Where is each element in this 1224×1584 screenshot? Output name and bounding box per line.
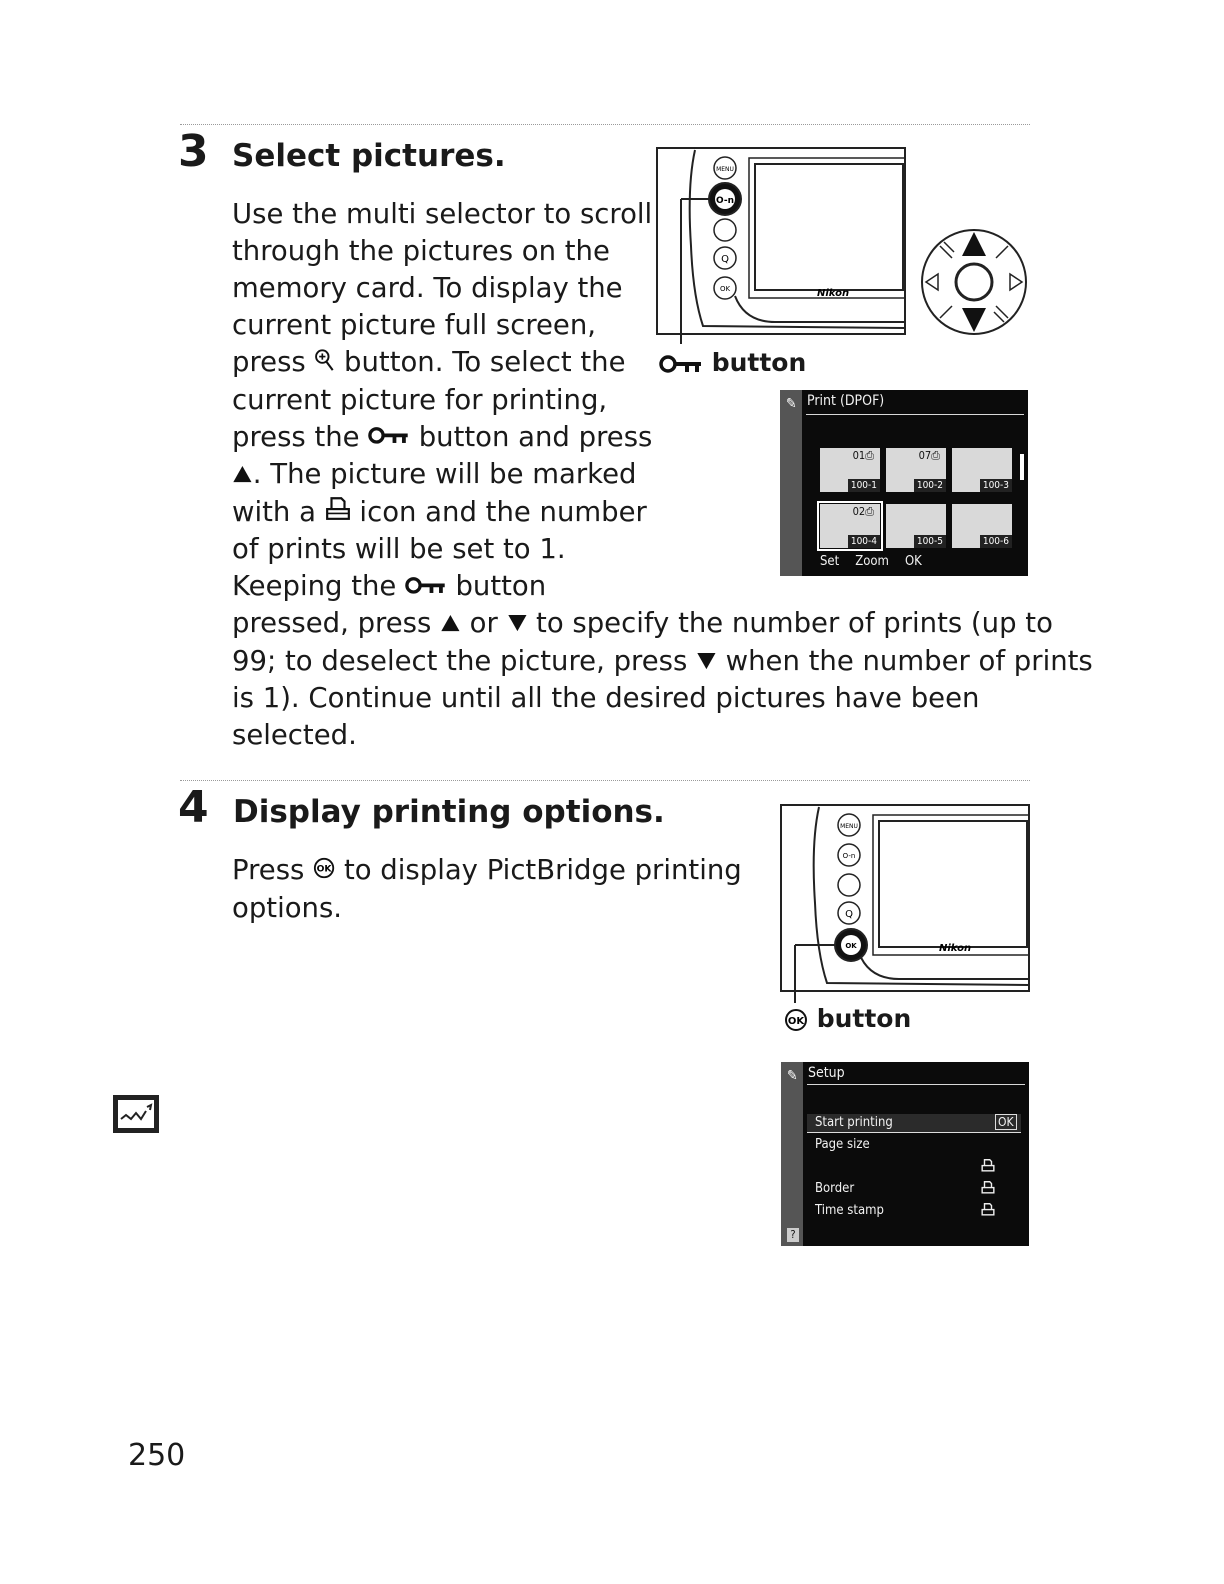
step-4-title: Display printing options. — [233, 794, 665, 830]
ok-button-caption: OK button — [784, 1004, 911, 1034]
step-3-text-line: selected. — [232, 719, 357, 751]
ok-button-icon — [313, 853, 335, 890]
menu-pencil-icon: ✎ — [786, 396, 797, 412]
step-4-text-line: options. — [232, 891, 343, 924]
thumbnail[interactable] — [952, 448, 1012, 492]
step-3-text-narrow — [232, 196, 652, 606]
camera-back-illustration-2 — [779, 803, 1031, 1003]
zoom-hint: Zoom — [855, 554, 889, 569]
connection-section-icon — [111, 1093, 161, 1135]
camera-back-illustration — [655, 146, 907, 346]
screen-title: Setup — [808, 1065, 845, 1081]
ok-hint: OK — [904, 554, 922, 569]
menu-pencil-icon: ✎ — [787, 1068, 798, 1084]
print-order-icon — [981, 1202, 995, 1220]
step-3-text-line: with a icon and the number — [232, 494, 652, 532]
svg-text:OK: OK — [316, 864, 332, 876]
svg-text:O-n: O-n — [716, 196, 734, 206]
print-order-icon — [981, 1180, 995, 1198]
print-dpof-screen — [780, 390, 1028, 576]
menu-item[interactable]: Start printing — [815, 1115, 893, 1130]
thumbnail[interactable] — [952, 504, 1012, 548]
print-count-badge: 07⎙ — [918, 449, 940, 462]
step-4-text-line: Press OK to display PictBridge printing — [232, 852, 742, 890]
scrollbar — [1020, 454, 1024, 480]
svg-text:Nikon: Nikon — [939, 943, 972, 954]
protect-key-icon — [659, 353, 703, 375]
down-triangle-icon — [507, 606, 528, 643]
help-icon: ? — [787, 1228, 799, 1242]
step-3-title: Select pictures. — [232, 138, 506, 174]
print-order-icon — [325, 494, 351, 531]
zoom-in-icon — [314, 345, 335, 382]
up-triangle-icon — [440, 606, 461, 643]
step-3-text-line: pressed, press or to specify the number of prints (up to — [232, 605, 1093, 643]
thumbnail-label: 100-2 — [914, 479, 946, 492]
svg-text:O-n: O-n — [842, 852, 856, 860]
thumbnail[interactable] — [820, 504, 880, 548]
ok-button-icon — [784, 1008, 808, 1032]
print-order-icon — [981, 1158, 995, 1176]
step-3-text-line: current picture full screen, — [232, 309, 597, 341]
thumbnail[interactable] — [886, 504, 946, 548]
svg-text:Q: Q — [721, 254, 729, 265]
thumbnail-label: 100-6 — [980, 535, 1012, 548]
step-3-text-line: of prints will be set to 1. — [232, 533, 566, 565]
up-triangle-icon — [232, 457, 253, 494]
print-count-badge: 02⎙ — [852, 505, 874, 518]
svg-text:OK: OK — [845, 942, 857, 950]
thumbnail[interactable] — [886, 448, 946, 492]
set-hint: Set — [820, 554, 840, 569]
step-3-text-line: Use the multi selector to scroll — [232, 198, 653, 230]
svg-text:Q: Q — [845, 909, 853, 920]
step-3-text-wide — [232, 605, 1093, 754]
step-4-number: 4 — [178, 782, 209, 833]
thumbnail-label: 100-3 — [980, 479, 1012, 492]
menu-item[interactable]: Time stamp — [815, 1203, 884, 1218]
step-3-text-line: Keeping the button — [232, 568, 652, 606]
menu-item[interactable]: Page size — [815, 1137, 870, 1152]
step-3-text-line: press the button and press — [232, 419, 652, 457]
svg-text:MENU: MENU — [716, 166, 734, 173]
page-number: 250 — [128, 1438, 186, 1473]
thumbnail-label: 100-5 — [914, 535, 946, 548]
thumbnail-label: 100-1 — [848, 479, 880, 492]
step-3-text-line: press button. To select the — [232, 344, 652, 382]
down-triangle-icon — [696, 643, 717, 680]
thumbnail-label: 100-4 — [848, 535, 880, 548]
step-3-text-line: 99; to deselect the picture, press when the number of prints — [232, 643, 1093, 681]
step-3-text-line: through the pictures on the — [232, 235, 610, 267]
menu-item[interactable]: Border — [815, 1181, 855, 1196]
svg-text:OK: OK — [719, 285, 731, 293]
print-count-badge: 01⎙ — [852, 449, 874, 462]
step-3-text-line: memory card. To display the — [232, 272, 623, 304]
screen-title: Print (DPOF) — [807, 393, 885, 409]
svg-text:MENU: MENU — [840, 823, 858, 830]
step-3-text-line: current picture for printing, — [232, 383, 608, 416]
protect-key-icon — [405, 569, 447, 606]
multi-selector-icon — [918, 226, 1030, 338]
step-3-text-line: . The picture will be marked — [232, 456, 652, 494]
protect-key-icon — [368, 419, 410, 456]
setup-screen — [781, 1062, 1029, 1246]
step-3-number: 3 — [178, 126, 209, 177]
svg-text:OK: OK — [787, 1016, 805, 1027]
screen-footer — [820, 554, 938, 569]
step-3-text-line: is 1). Continue until all the desired pictures have been — [232, 682, 980, 714]
thumbnail[interactable] — [820, 448, 880, 492]
protect-button-caption: button — [659, 348, 806, 378]
camera-brand-label: Nikon — [817, 288, 850, 299]
top-rule — [180, 124, 1030, 125]
step-4-text — [232, 852, 742, 927]
middle-rule — [180, 780, 1030, 781]
ok-badge: OK — [995, 1114, 1017, 1130]
